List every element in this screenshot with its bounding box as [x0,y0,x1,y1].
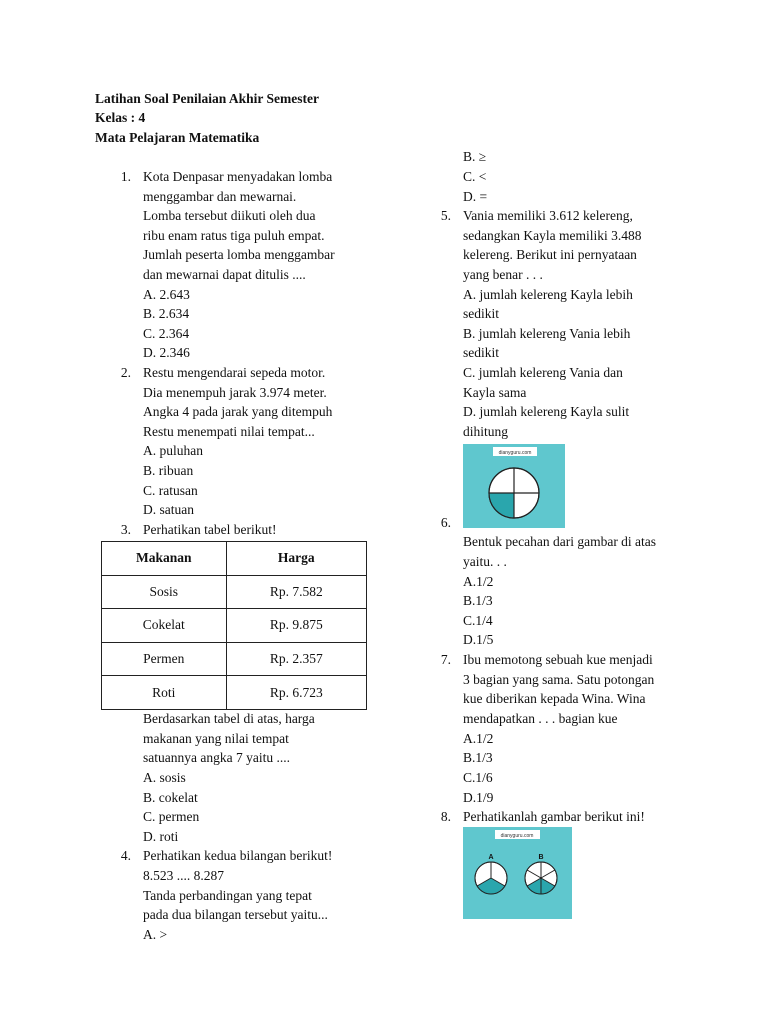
question-1-text: ribu enam ratus tiga puluh empat. [143,228,325,243]
question-3-text: Berdasarkan tabel di atas, harga [143,711,315,726]
question-2-text: Dia menempuh jarak 3.974 meter. [143,385,327,400]
question-6-option: A.1/2 [463,574,494,589]
subject-label: Mata Pelajaran Matematika [95,130,260,145]
question-3-option: A. sosis [143,770,186,785]
question-2-option: D. satuan [143,502,194,517]
question-4-option: D. = [463,189,488,204]
table-cell-price: Rp. 7.582 [226,575,366,609]
question-5-option: C. jumlah kelereng Vania dan [463,365,623,380]
fraction-comparison-image [463,827,572,919]
question-5-option: sedikit [463,306,499,321]
question-5-option: Kayla sama [463,385,527,400]
circle-b-label: B [538,854,544,861]
question-3-number: 3. [120,522,131,537]
table-cell-price: Rp. 9.875 [226,609,366,643]
table-cell-food: Cokelat [102,609,227,643]
question-6-option: B.1/3 [463,593,493,608]
question-5-number: 5. [440,208,451,223]
question-6-option: D.1/5 [463,632,494,647]
question-2-text: Angka 4 pada jarak yang ditempuh [143,404,333,419]
table-cell-price: Rp. 6.723 [226,676,366,710]
question-5-option: B. jumlah kelereng Vania lebih [463,326,631,341]
question-4-number: 4. [120,848,131,863]
question-5-option: sedikit [463,345,499,360]
question-6-text: yaitu. . . [463,554,507,569]
question-3-option: B. cokelat [143,790,198,805]
food-price-table [101,541,367,710]
table-header-row [102,542,367,576]
table-cell-food: Sosis [102,575,227,609]
question-8-number: 8. [440,809,451,824]
question-3-text: Perhatikan tabel berikut! [143,522,277,537]
table-row [102,676,367,710]
question-7-option: B.1/3 [463,750,493,765]
question-6-number: 6. [440,515,451,530]
circle-a [475,862,507,894]
question-3-text: makanan yang nilai tempat [143,731,289,746]
question-3-option: D. roti [143,829,179,844]
question-3-text: satuannya angka 7 yaitu .... [143,750,290,765]
circle-b [525,862,557,894]
question-7-text: mendapatkan . . . bagian kue [463,711,618,726]
question-4-text: Perhatikan kedua bilangan berikut! [143,848,333,863]
table-header-food: Makanan [102,542,227,576]
question-7-text: Ibu memotong sebuah kue menjadi [463,652,653,667]
table-cell-price: Rp. 2.357 [226,642,366,676]
class-label: Kelas : 4 [95,110,146,125]
table-row [102,575,367,609]
table-cell-food: Roti [102,676,227,710]
watermark-text: dianyguru.com [500,833,534,839]
question-1-text: Lomba tersebut diikuti oleh dua [143,208,316,223]
question-8-text: Perhatikanlah gambar berikut ini! [463,809,645,824]
question-6-option: C.1/4 [463,613,493,628]
document-title: Latihan Soal Penilaian Akhir Semester [95,91,320,106]
question-5-option: D. jumlah kelereng Kayla sulit [463,404,630,419]
table-cell-food: Permen [102,642,227,676]
question-1-option: D. 2.346 [143,345,190,360]
fraction-image [463,444,565,528]
two-circles-figure [463,827,572,919]
question-7-option: A.1/2 [463,731,494,746]
question-1-text: Kota Denpasar menyadakan lomba [143,169,333,184]
question-4-text: 8.523 .... 8.287 [143,868,224,883]
question-1-option: A. 2.643 [143,287,190,302]
table-header-price: Harga [226,542,366,576]
question-5-option: A. jumlah kelereng Kayla lebih [463,287,633,302]
question-4-option: A. > [143,927,168,942]
question-2-text: Restu menempati nilai tempat... [143,424,315,439]
table-row [102,609,367,643]
question-2-option: C. ratusan [143,483,198,498]
question-5-text: kelereng. Berikut ini pernyataan [463,247,637,262]
question-1-text: Jumlah peserta lomba menggambar [143,247,335,262]
question-4-text: pada dua bilangan tersebut yaitu... [143,907,328,922]
quarter-circle-figure [463,444,565,528]
question-3-option: C. permen [143,809,200,824]
question-6-text: Bentuk pecahan dari gambar di atas [463,534,657,549]
question-7-text: kue diberikan kepada Wina. Wina [463,691,646,706]
question-4-text: Tanda perbandingan yang tepat [143,888,312,903]
watermark-text: dianyguru.com [498,450,532,456]
question-7-number: 7. [440,652,451,667]
question-7-option: C.1/6 [463,770,493,785]
question-2-option: B. ribuan [143,463,194,478]
question-2-option: A. puluhan [143,443,203,458]
question-5-option: dihitung [463,424,509,439]
question-1-number: 1. [120,169,131,184]
question-5-text: Vania memiliki 3.612 kelereng, [463,208,633,223]
question-1-option: C. 2.364 [143,326,190,341]
question-4-option: C. < [463,169,487,184]
question-1-text: dan mewarnai dapat ditulis .... [143,267,306,282]
question-2-number: 2. [120,365,131,380]
question-1-option: B. 2.634 [143,306,190,321]
question-5-text: yang benar . . . [463,267,543,282]
question-2-text: Restu mengendarai sepeda motor. [143,365,326,380]
question-5-text: sedangkan Kayla memiliki 3.488 [463,228,642,243]
question-4-option: B. ≥ [463,149,487,164]
circle-a-label: A [488,854,494,861]
table-row [102,642,367,676]
question-7-option: D.1/9 [463,790,494,805]
question-7-text: 3 bagian yang sama. Satu potongan [463,672,655,687]
question-1-text: menggambar dan mewarnai. [143,189,297,204]
